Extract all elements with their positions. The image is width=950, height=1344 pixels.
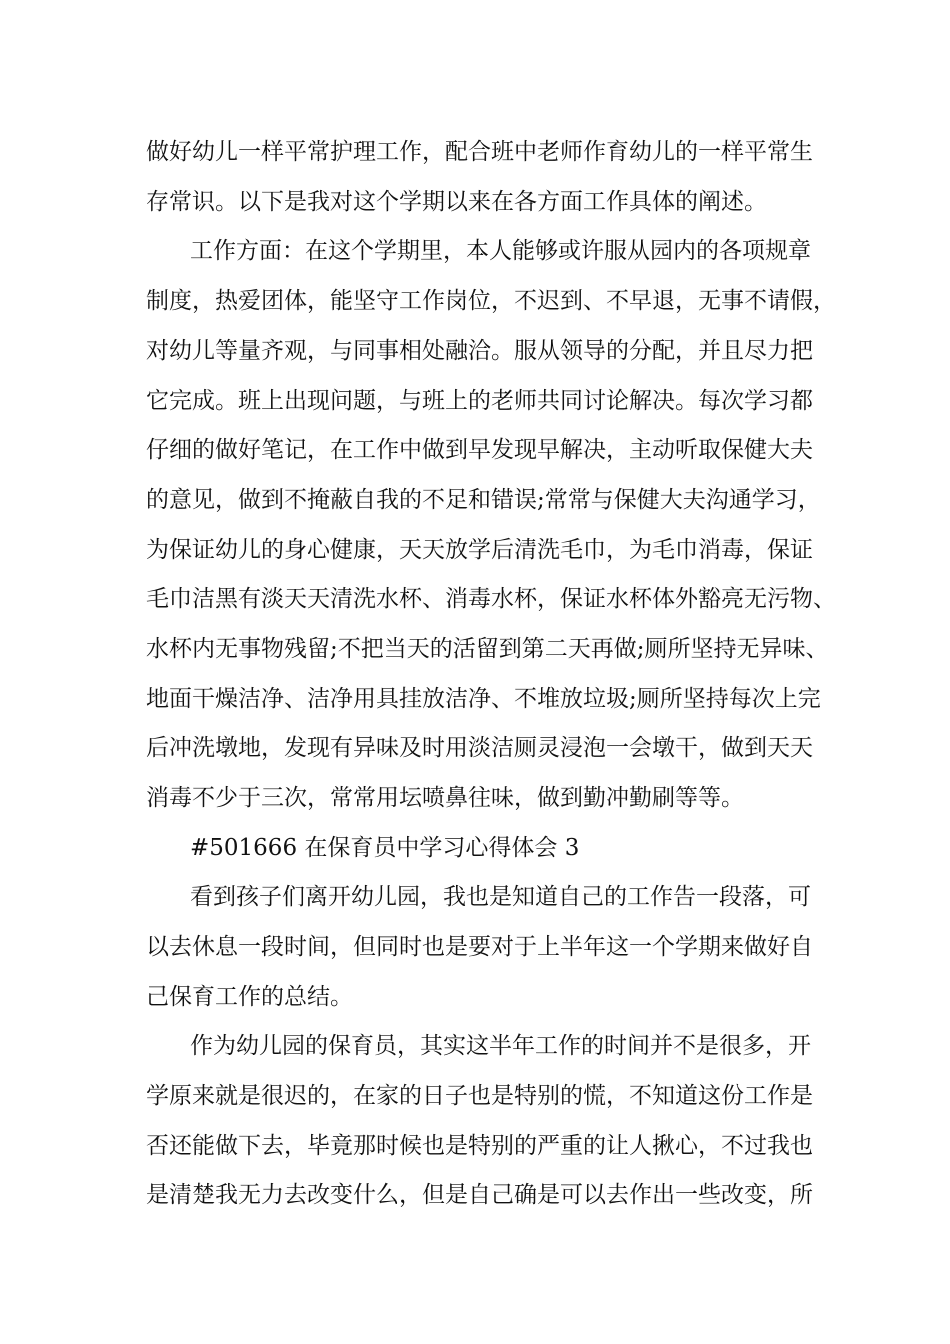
text-line-10: 毛巾洁黑有淡天天清洗水杯、消毒水杯，保证水杯体外豁亮无污物、 [146, 586, 836, 612]
text-line-11: 水杯内无事物残留;不把当天的活留到第二天再做;厕所坚持无异味、 [146, 636, 829, 662]
text-line-2: 存常识。以下是我对这个学期以来在各方面工作具体的阐述。 [146, 189, 767, 215]
text-line-22: 是清楚我无力去改变什么，但是自己确是可以去作出一些改变，所 [146, 1182, 813, 1208]
text-line-12: 地面干燥洁净、洁净用具挂放洁净、不堆放垃圾;厕所坚持每次上完 [146, 686, 821, 712]
text-line-6: 它完成。班上出现问题，与班上的老师共同讨论解决。每次学习都 [146, 388, 813, 414]
section-heading: #501666 在保育员中学习心得体会 3 [190, 835, 580, 861]
text-line-1: 做好幼儿一样平常护理工作，配合班中老师作育幼儿的一样平常生 [146, 139, 813, 165]
text-line-17: 以去休息一段时间，但同时也是要对于上半年这一个学期来做好自 [146, 934, 813, 960]
text-line-21: 否还能做下去，毕竟那时候也是特别的严重的让人揪心，不过我也 [146, 1133, 813, 1159]
text-line-8: 的意见，做到不掩蔽自我的不足和错误;常常与保健大夫沟通学习， [146, 487, 821, 513]
text-line-20: 学原来就是很迟的，在家的日子也是特别的慌，不知道这份工作是 [146, 1083, 813, 1109]
text-line-4: 制度，热爱团体，能坚守工作岗位，不迟到、不早退，无事不请假， [146, 288, 836, 314]
text-line-3: 工作方面：在这个学期里，本人能够或许服从园内的各项规章 [190, 238, 811, 264]
text-line-16: 看到孩子们离开幼儿园，我也是知道自己的工作告一段落，可 [190, 884, 811, 910]
text-line-5: 对幼儿等量齐观，与同事相处融洽。服从领导的分配，并且尽力把 [146, 338, 813, 364]
text-line-18: 己保育工作的总结。 [146, 984, 353, 1010]
text-line-7: 仔细的做好笔记，在工作中做到早发现早解决，主动听取保健大夫 [146, 437, 813, 463]
text-line-19: 作为幼儿园的保育员，其实这半年工作的时间并不是很多，开 [190, 1033, 811, 1059]
text-line-9: 为保证幼儿的身心健康，天天放学后清洗毛巾，为毛巾消毒，保证 [146, 537, 813, 563]
text-line-13: 后冲洗墩地，发现有异味及时用淡洁厕灵浸泡一会墩干，做到天天 [146, 735, 813, 761]
text-line-14: 消毒不少于三次，常常用坛喷鼻往味，做到勤冲勤刷等等。 [146, 785, 744, 811]
